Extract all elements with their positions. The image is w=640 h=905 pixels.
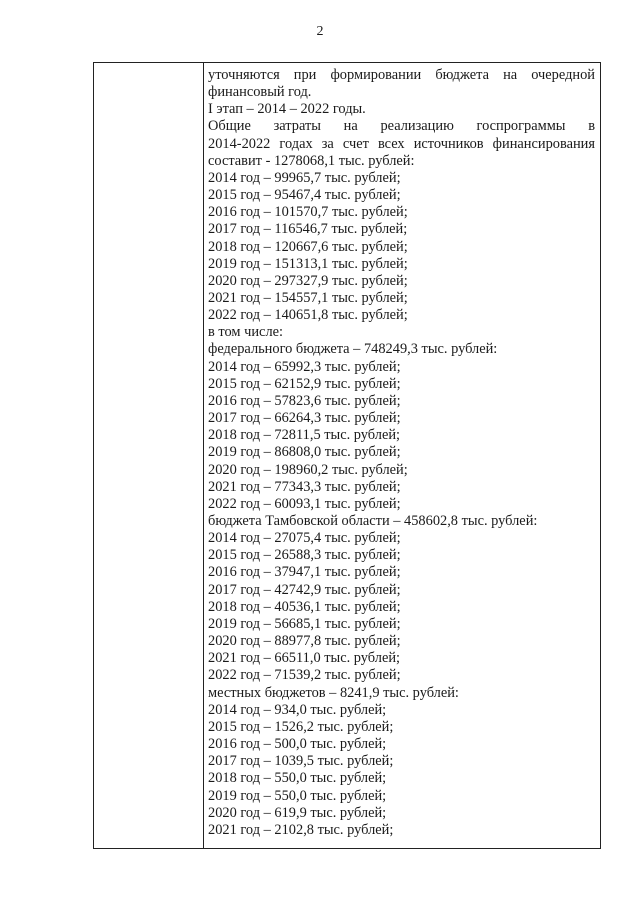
total-year-line: 2016 год – 101570,7 тыс. рублей; [208,204,408,221]
total-year-line: 2020 год – 297327,9 тыс. рублей; [208,272,408,289]
regional-year-line: 2019 год – 56685,1 тыс. рублей; [208,615,401,632]
regional-year-line: 2020 год – 88977,8 тыс. рублей; [208,633,401,650]
regional-year-line: 2015 год – 26588,3 тыс. рублей; [208,547,401,564]
federal-year-line: 2020 год – 198960,2 тыс. рублей; [208,461,408,478]
federal-year-line: 2021 год – 77343,3 тыс. рублей; [208,478,401,495]
local-year-line: 2015 год – 1526,2 тыс. рублей; [208,718,394,735]
local-year-line: 2021 год – 2102,8 тыс. рублей; [208,821,394,838]
local-year-line: 2017 год – 1039,5 тыс. рублей; [208,753,394,770]
local-year-line: 2020 год – 619,9 тыс. рублей; [208,804,387,821]
federal-year-line: 2016 год – 57823,6 тыс. рублей; [208,392,401,409]
total-year-line: 2015 год – 95467,4 тыс. рублей; [208,187,401,204]
local-year-line: 2016 год – 500,0 тыс. рублей; [208,736,387,753]
total-year-line: 2017 год – 116546,7 тыс. рублей; [208,221,408,238]
regional-year-line: 2018 год – 40536,1 тыс. рублей; [208,598,401,615]
federal-year-line: 2019 год – 86808,0 тыс. рублей; [208,444,401,461]
total-line: 2014-2022 годах за счет всех источников финансирования [208,135,595,152]
stage-line: I этап – 2014 – 2022 годы. [208,101,366,118]
total-year-line: 2014 год – 99965,7 тыс. рублей; [208,169,401,186]
total-year-line: 2018 год – 120667,6 тыс. рублей; [208,238,408,255]
regional-year-line: 2014 год – 27075,4 тыс. рублей; [208,530,401,547]
local-year-line: 2018 год – 550,0 тыс. рублей; [208,770,387,787]
regional-year-line: 2022 год – 71539,2 тыс. рублей; [208,667,401,684]
local-year-line: 2019 год – 550,0 тыс. рублей; [208,787,387,804]
federal-year-line: 2017 год – 66264,3 тыс. рублей; [208,410,401,427]
total-year-line: 2022 год – 140651,8 тыс. рублей; [208,307,408,324]
local-header: местных бюджетов – 8241,9 тыс. рублей: [208,684,459,701]
including-line: в том числе: [208,324,284,341]
federal-year-line: 2014 год – 65992,3 тыс. рублей; [208,358,401,375]
intro-line: финансовый год. [208,84,312,101]
intro-line: уточняются при формировании бюджета на очередной [208,67,595,83]
federal-year-line: 2022 год – 60093,1 тыс. рублей; [208,495,401,512]
total-line: Общие затраты на реализацию госпрограммы в [208,118,595,135]
federal-year-line: 2015 год – 62152,9 тыс. рублей; [208,375,401,392]
page-number: 2 [316,24,324,39]
local-year-line: 2014 год – 934,0 тыс. рублей; [208,701,387,718]
total-year-line: 2019 год – 151313,1 тыс. рублей; [208,255,408,272]
regional-year-line: 2017 год – 42742,9 тыс. рублей; [208,581,401,598]
regional-year-line: 2021 год – 66511,0 тыс. рублей; [208,650,401,667]
passport-table [93,62,601,849]
federal-year-line: 2018 год – 72811,5 тыс. рублей; [208,427,401,444]
regional-header: бюджета Тамбовской области – 458602,8 тыс. рублей: [208,513,538,530]
funding-cell [208,67,595,839]
regional-year-line: 2016 год – 37947,1 тыс. рублей; [208,564,401,581]
total-year-line: 2021 год – 154557,1 тыс. рублей; [208,289,408,306]
total-line: составит - 1278068,1 тыс. рублей: [208,152,415,169]
column-divider [203,63,204,848]
federal-header: федерального бюджета – 748249,3 тыс. рублей: [208,341,498,358]
